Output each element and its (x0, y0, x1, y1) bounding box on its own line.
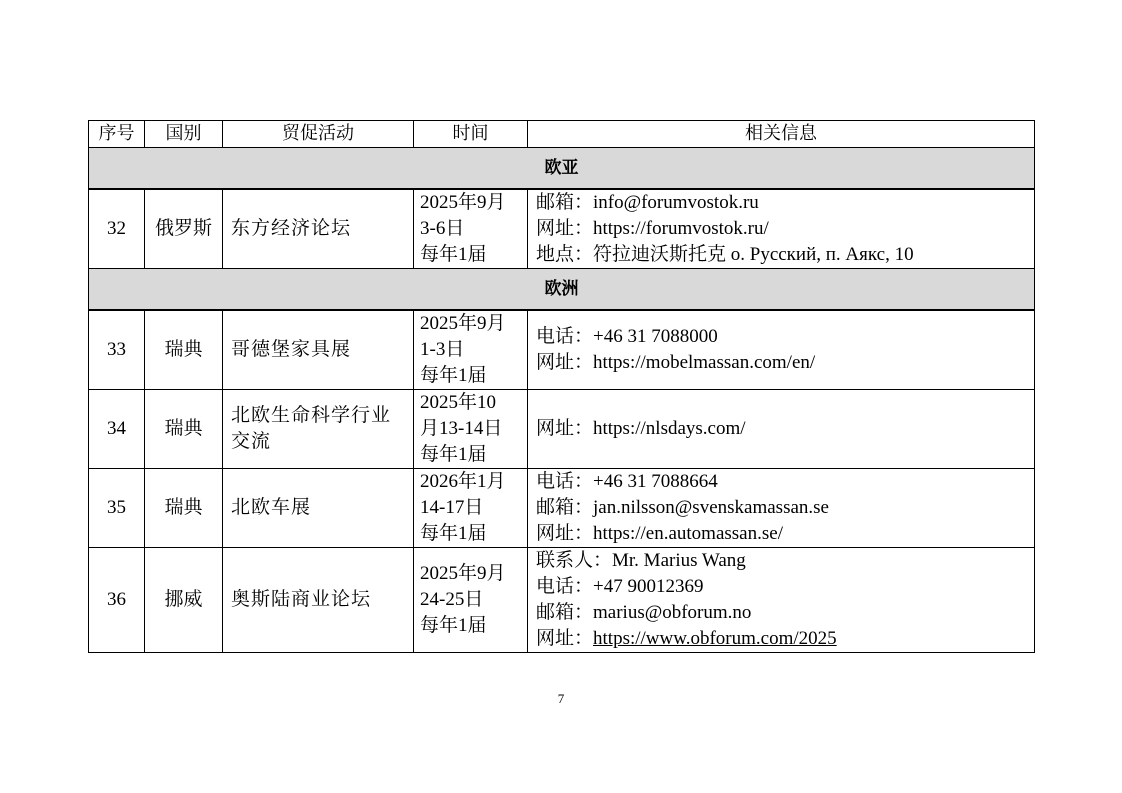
info-line: 邮箱：marius@obforum.no (536, 602, 752, 623)
time-line: 3-6日 (420, 218, 465, 239)
table-row (89, 548, 1035, 653)
page-number: 7 (557, 691, 565, 706)
row-country: 瑞典 (145, 310, 223, 390)
row-time (414, 189, 528, 269)
time-line: 24-25日 (420, 589, 484, 610)
row-info (528, 548, 1035, 653)
row-info (528, 390, 1035, 469)
row-time (414, 469, 528, 548)
website-label: 网址： (536, 628, 594, 649)
time-line: 2025年9月 (420, 192, 506, 213)
row-num: 33 (89, 310, 145, 390)
row-time (414, 390, 528, 469)
info-line: 电话：+47 90012369 (536, 576, 704, 597)
info-line-website (536, 626, 1034, 652)
row-country: 瑞典 (145, 390, 223, 469)
activity-line: 北欧生命科学行业 (231, 405, 392, 426)
trade-promotion-table (88, 120, 1035, 653)
header-row (89, 121, 1035, 148)
table-row (89, 310, 1035, 390)
time-line: 每年1届 (420, 244, 487, 265)
time-line: 2025年10 (420, 392, 497, 413)
info-line: 网址：https://mobelmassan.com/en/ (536, 352, 816, 373)
row-num: 32 (89, 189, 145, 269)
website-link[interactable]: https://www.obforum.com/2025 (593, 628, 837, 649)
header-time: 时间 (414, 121, 528, 148)
time-line: 每年1届 (420, 444, 487, 465)
table-row (89, 469, 1035, 548)
row-time (414, 310, 528, 390)
row-num: 35 (89, 469, 145, 548)
info-line: 邮箱：info@forumvostok.ru (536, 192, 759, 213)
time-line: 2025年9月 (420, 313, 506, 334)
row-info (528, 310, 1035, 390)
row-activity: 北欧车展 (223, 469, 414, 548)
info-line: 网址：https://en.automassan.se/ (536, 523, 783, 544)
info-line: 网址：https://nlsdays.com/ (536, 418, 746, 439)
time-line: 1-3日 (420, 339, 465, 360)
time-line: 14-17日 (420, 497, 484, 518)
time-line: 2026年1月 (420, 471, 506, 492)
region-row-eurasia (89, 148, 1035, 190)
table-row (89, 189, 1035, 269)
row-time (414, 548, 528, 653)
row-info (528, 469, 1035, 548)
info-line: 网址：https://forumvostok.ru/ (536, 218, 769, 239)
region-label: 欧洲 (89, 269, 1035, 311)
row-country: 挪威 (145, 548, 223, 653)
info-line: 地点：符拉迪沃斯托克 o. Русский, п. Аякс, 10 (536, 244, 914, 265)
row-country: 俄罗斯 (145, 189, 223, 269)
info-line: 电话：+46 31 7088664 (536, 471, 718, 492)
time-line: 2025年9月 (420, 563, 506, 584)
row-activity (223, 390, 414, 469)
time-line: 月13-14日 (420, 418, 503, 439)
region-label: 欧亚 (89, 148, 1035, 190)
row-activity: 奥斯陆商业论坛 (223, 548, 414, 653)
region-row-europe (89, 269, 1035, 311)
info-line: 邮箱：jan.nilsson@svenskamassan.se (536, 497, 829, 518)
row-activity: 东方经济论坛 (223, 189, 414, 269)
header-num: 序号 (89, 121, 145, 148)
row-activity: 哥德堡家具展 (223, 310, 414, 390)
row-info (528, 189, 1035, 269)
table-row (89, 390, 1035, 469)
time-line: 每年1届 (420, 365, 487, 386)
time-line: 每年1届 (420, 523, 487, 544)
row-num: 34 (89, 390, 145, 469)
row-country: 瑞典 (145, 469, 223, 548)
info-line: 联系人：Mr. Marius Wang (536, 550, 746, 571)
header-info: 相关信息 (528, 121, 1035, 148)
activity-line: 交流 (231, 431, 272, 452)
row-num: 36 (89, 548, 145, 653)
info-line: 电话：+46 31 7088000 (536, 326, 718, 347)
time-line: 每年1届 (420, 615, 487, 636)
header-activity: 贸促活动 (223, 121, 414, 148)
header-country: 国别 (145, 121, 223, 148)
